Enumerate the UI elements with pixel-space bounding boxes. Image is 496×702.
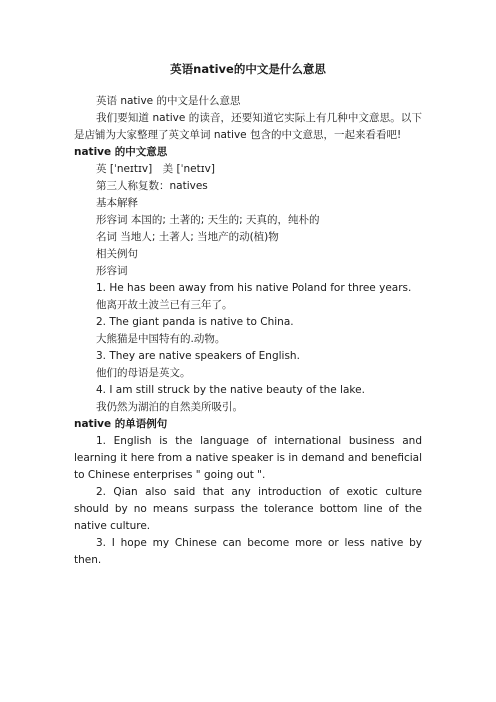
section-heading-monolingual: native 的单语例句: [74, 418, 168, 430]
example-2-english: 2. The giant panda is native to China.: [96, 316, 294, 328]
section-heading-meaning: native 的中文意思: [74, 146, 168, 158]
adjective-definition: 形容词 本国的; 土著的; 天生的; 天真的，纯朴的: [96, 214, 320, 226]
noun-definition: 名词 当地人; 土著人; 当地产的动(植)物: [96, 231, 279, 243]
document-title: 英语native的中文是什么意思: [170, 62, 326, 76]
related-examples-label: 相关例句: [96, 248, 138, 260]
monolingual-example-2: 2. Qian also said that any introduction of exotic culture should by no means surpass the tolerance bottom line of the native culture.: [74, 486, 422, 532]
basic-explanation-label: 基本解释: [96, 197, 138, 209]
plural-form: 第三人称复数：natives: [96, 180, 208, 192]
pronunciation: 英 [ˈneɪtɪv] 美 [ˈnetɪv]: [96, 163, 215, 175]
monolingual-example-1: 1. English is the language of international business and learning it here from a native speaker is in demand and beneficial to Chinese enterprises " going out ".: [74, 435, 422, 481]
intro-paragraph: 我们要知道 native 的读音，还要知道它实际上有几种中文意思。以下是店铺为大家整理了英文单词 native 包含的中文意思，一起来看看吧!: [74, 112, 422, 141]
intro-line: 英语 native 的中文是什么意思: [96, 95, 241, 107]
example-4-chinese: 我仍然为湖泊的自然美所吸引。: [96, 401, 243, 413]
example-3-english: 3. They are native speakers of English.: [96, 350, 300, 362]
example-4-english: 4. I am still struck by the native beauty of the lake.: [96, 384, 365, 396]
monolingual-example-3: 3. I hope my Chinese can become more or less native by then.: [74, 537, 422, 566]
example-3-chinese: 他们的母语是英文。: [96, 367, 191, 379]
example-1-english: 1. He has been away from his native Poland for three years.: [96, 282, 412, 294]
example-1-chinese: 他离开故土波兰已有三年了。: [96, 299, 233, 311]
adjective-label: 形容词: [96, 265, 128, 277]
example-2-chinese: 大熊猫是中国特有的.动物。: [96, 333, 226, 345]
